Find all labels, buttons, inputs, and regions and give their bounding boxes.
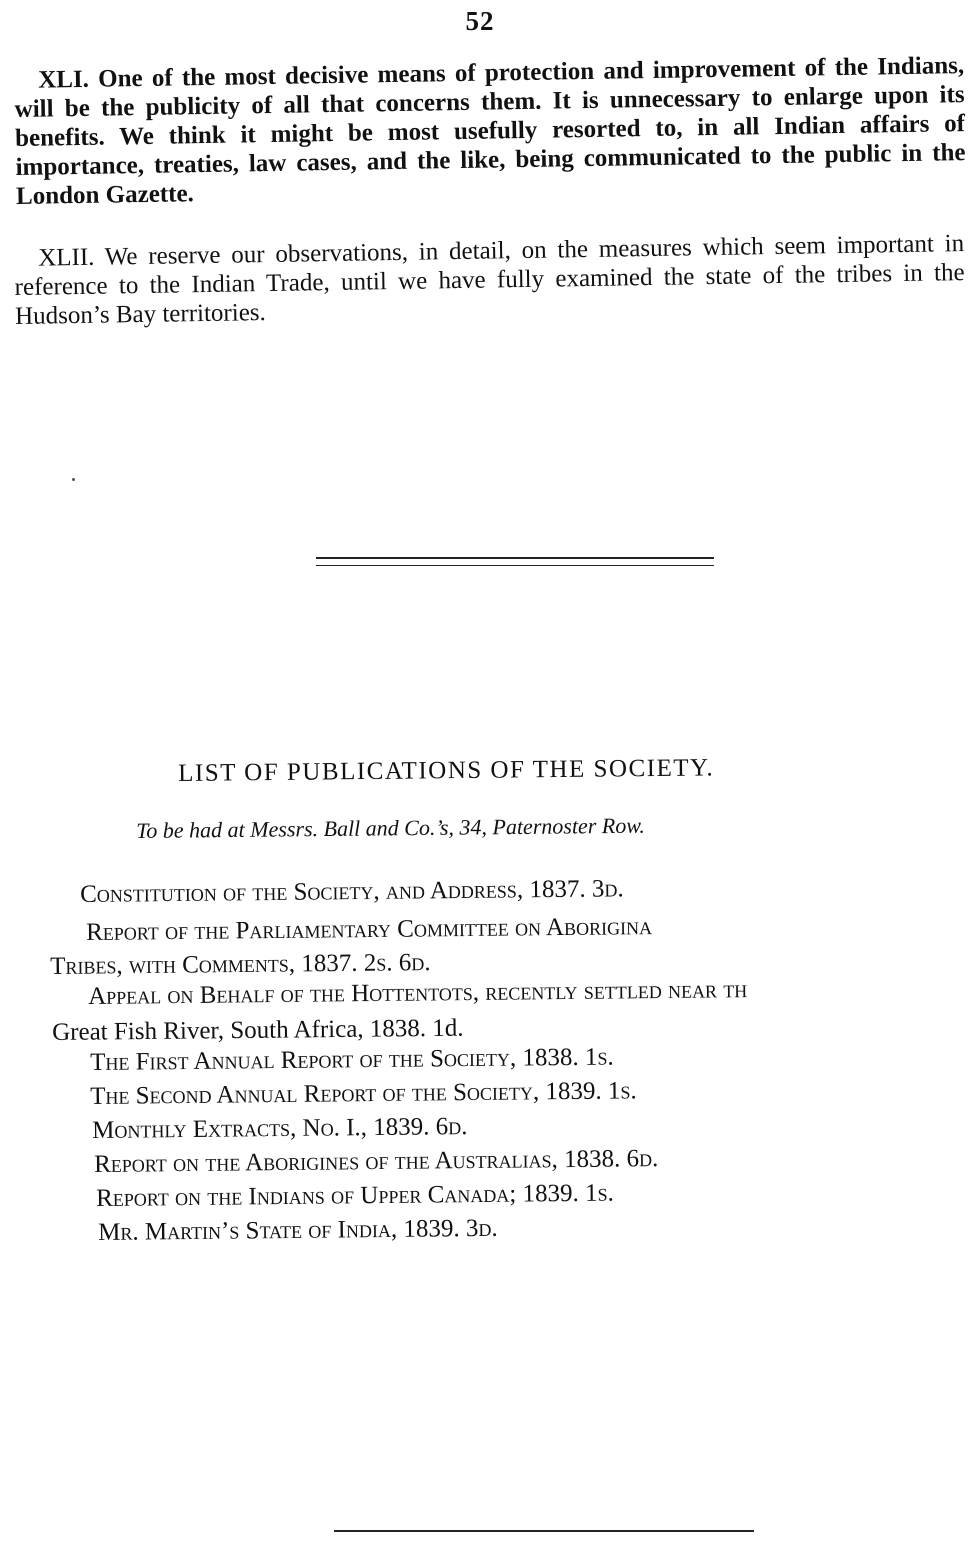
paragraph-xli — [14, 51, 966, 211]
paragraph-xlii — [14, 229, 965, 331]
paragraph-xli-text: XLI. One of the most decisive means of protection and improvement of the Indians, will be the publicity of all that concerns them. It is unnecessary to enlarge upon its benefits. We think it might be most usefully resorted to, in all Indian affairs of importance, treaties, law cases, and the like, being communicated to the public in the London Gazette. — [14, 52, 966, 210]
publication-item: The First Annual Report of the Society, 1838. 1s. — [90, 1043, 614, 1076]
publication-item: Appeal on Behalf of the Hottentots, recently settled near th — [88, 976, 748, 1010]
publications-subheading: To be had at Messrs. Ball and Co.’s, 34, Paternoster Row. — [136, 812, 645, 843]
section-divider-top — [316, 557, 714, 559]
page-number: 52 — [465, 6, 495, 36]
publication-item-continuation: Tribes, with Comments, 1837. 2s. 6d. — [50, 949, 431, 980]
publication-item: Mr. Martin’s State of India, 1839. 3d. — [98, 1214, 498, 1246]
publication-item: Monthly Extracts, No. I., 1839. 6d. — [92, 1113, 468, 1144]
publications-heading: LIST OF PUBLICATIONS OF THE SOCIETY. — [178, 754, 715, 787]
publication-item: The Second Annual Report of the Society, 1839. 1s. — [90, 1077, 637, 1110]
publication-item: Report on the Indians of Upper Canada; 1839. 1s. — [96, 1179, 614, 1212]
publication-item: Constitution of the Society, and Address, 1837. 3d. — [80, 875, 624, 908]
print-speck — [72, 478, 75, 481]
publication-item-continuation: Great Fish River, South Africa, 1838. 1d. — [52, 1014, 464, 1046]
publication-item: Report of the Parliamentary Committee on Aborigina — [86, 913, 653, 946]
section-divider-bottom — [334, 1530, 754, 1532]
publication-item: Report on the Aborigines of the Australias, 1838. 6d. — [94, 1145, 659, 1178]
section-divider-top-second-line — [316, 565, 714, 566]
paragraph-xlii-text: XLII. We reserve our observations, in detail, on the measures which seem important in reference to the Indian Trade, until we have fully examined the state of the tribes in the Hudson’s Bay territories. — [14, 230, 965, 330]
